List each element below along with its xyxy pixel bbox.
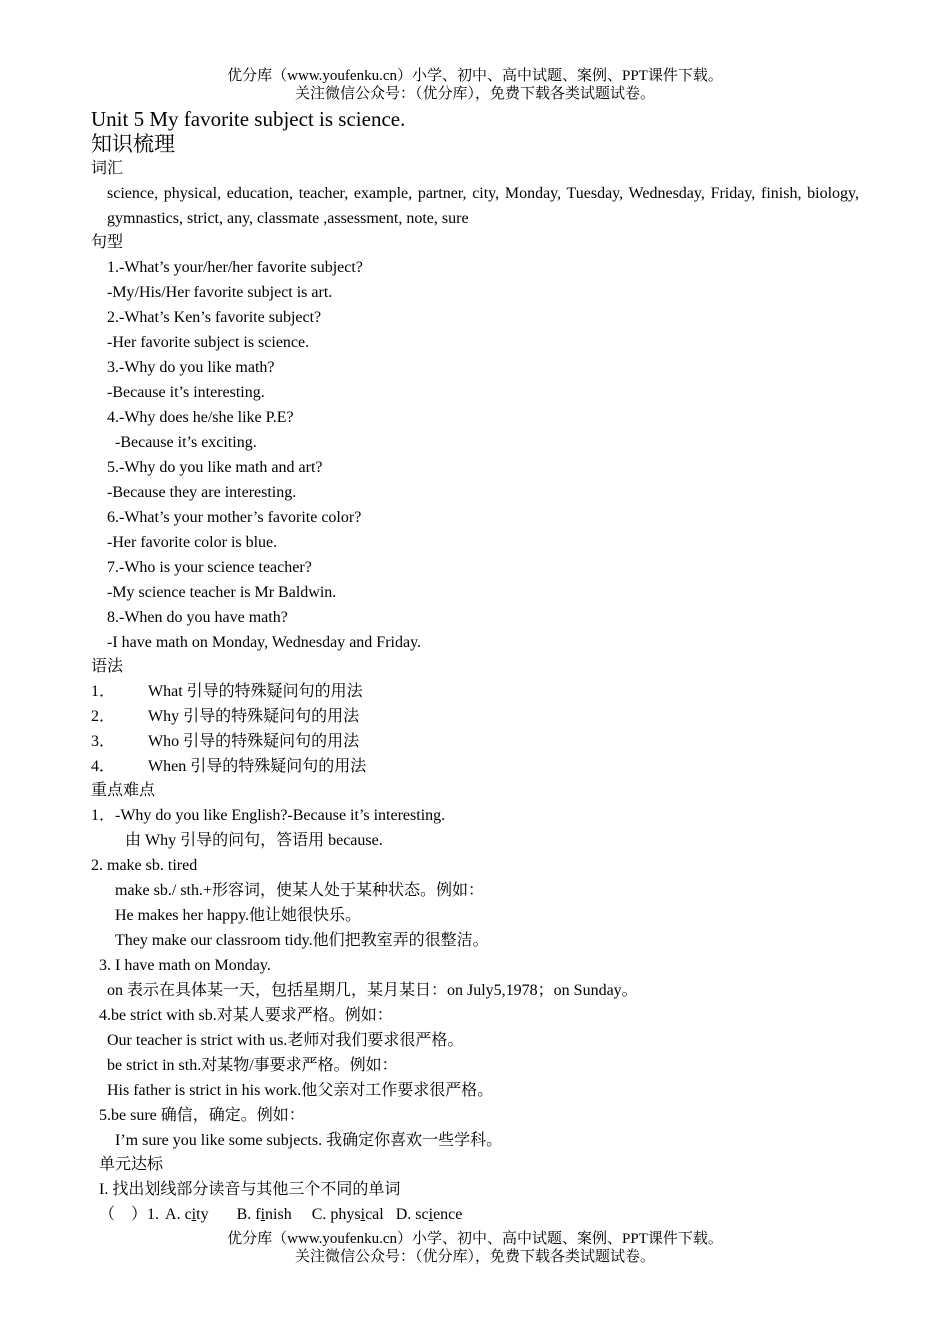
sentence-line: 5.-Why do you like math and art? [107, 459, 323, 476]
grammar-label: 语法 [91, 658, 124, 675]
grammar-item-text: When 引导的特殊疑问句的用法 [148, 758, 367, 775]
sentence-line: 7.-Who is your science teacher? [107, 559, 312, 576]
key-point-line: make sb./ sth.+形容词，使某人处于某种状态。例如： [115, 882, 485, 899]
sentence-line: 4.-Why does he/she like P.E? [107, 409, 294, 426]
sentence-line: 8.-When do you have math? [107, 609, 288, 626]
grammar-item [91, 707, 359, 727]
grammar-item [91, 732, 359, 752]
grammar-item-number: 2． [91, 708, 116, 725]
sentences-label: 句型 [91, 234, 124, 251]
grammar-item-number: 1． [91, 683, 116, 700]
sentence-line: -Because they are interesting. [107, 484, 297, 501]
grammar-item-number: 3． [91, 733, 116, 750]
header-line-1: 优分库（www.youfenku.cn）小学、初中、高中试题、案例、PPT课件下载。 [227, 68, 723, 84]
sentence-line: -Her favorite subject is science. [107, 334, 310, 351]
section-overview-heading: 知识梳理 [91, 132, 175, 156]
footer-line-1: 优分库（www.youfenku.cn）小学、初中、高中试题、案例、PPT课件下载。 [227, 1231, 723, 1247]
footer-line-2: 关注微信公众号：（优分库），免费下载各类试题试卷。 [294, 1249, 655, 1265]
sentence-line: -My/His/Her favorite subject is art. [107, 284, 333, 301]
sentence-line: -I have math on Monday, Wednesday and Friday. [107, 634, 422, 651]
answer-blank[interactable]: （ ） [99, 1206, 148, 1223]
key-point-line: 由 Why 引导的问句，答语用 because. [125, 832, 383, 849]
vocab-list: science, physical, education, teacher, example, partner, city, Monday, Tuesday, Wednesday, Friday, finish, biology, gymnastics, strict, any, classmate ,assessment, note, sure [107, 185, 859, 227]
sentence-line: 3.-Why do you like math? [107, 359, 275, 376]
sentence-line: 2.-What’s Ken’s favorite subject? [107, 309, 322, 326]
grammar-item [91, 757, 366, 777]
grammar-item-text: What 引导的特殊疑问句的用法 [148, 683, 363, 700]
unit-title: Unit 5 My favorite subject is science. [91, 107, 406, 131]
question-1 [99, 1205, 462, 1225]
sentence-line: -Because it’s exciting. [115, 434, 257, 451]
vocab-label: 词汇 [91, 160, 124, 177]
question-number: 1. [147, 1206, 160, 1223]
key-point-line: be strict in sth.对某物/事要求严格。例如： [107, 1057, 398, 1074]
grammar-item-number: 4． [91, 758, 116, 775]
sentence-line: 1.-What’s your/her/her favorite subject? [107, 259, 363, 276]
key-point-line: His father is strict in his work.他父亲对工作要求很严格。 [107, 1082, 494, 1099]
option-a[interactable]: A. city [165, 1206, 209, 1223]
exercise-label: 单元达标 [99, 1156, 164, 1173]
key-point-line: 3. I have math on Monday. [99, 957, 271, 974]
key-points-label: 重点难点 [91, 782, 156, 799]
key-point-line: 2. make sb. tired [91, 857, 198, 874]
key-point-line: Our teacher is strict with us.老师对我们要求很严格。 [107, 1032, 464, 1049]
grammar-item-text: Why 引导的特殊疑问句的用法 [148, 708, 360, 725]
sentence-line: -Because it’s interesting. [107, 384, 265, 401]
key-point-line: 1．-Why do you like English?-Because it’s interesting. [91, 807, 446, 824]
exercise-part1-title: I. 找出划线部分读音与其他三个不同的单词 [99, 1181, 401, 1198]
sentence-line: -My science teacher is Mr Baldwin. [107, 584, 337, 601]
key-point-line: I’m sure you like some subjects. 我确定你喜欢一些学科。 [115, 1132, 503, 1149]
option-b[interactable]: B. finish [236, 1206, 292, 1223]
header-line-2: 关注微信公众号：（优分库），免费下载各类试题试卷。 [294, 86, 655, 102]
key-point-line: He makes her happy.他让她很快乐。 [115, 907, 362, 924]
key-point-line: on 表示在具体某一天，包括星期几，某月某日：on July5,1978；on Sunday。 [107, 982, 638, 999]
sentence-line: 6.-What’s your mother’s favorite color? [107, 509, 362, 526]
key-point-line: They make our classroom tidy.他们把教室弄的很整洁。 [115, 932, 489, 949]
grammar-item-text: Who 引导的特殊疑问句的用法 [148, 733, 360, 750]
key-point-line: 5.be sure 确信，确定。例如： [99, 1107, 305, 1124]
sentence-line: -Her favorite color is blue. [107, 534, 278, 551]
option-d[interactable]: D. science [395, 1206, 463, 1223]
key-point-line: 4.be strict with sb.对某人要求严格。例如： [99, 1007, 393, 1024]
grammar-item [91, 682, 363, 702]
option-c[interactable]: C. physical [311, 1206, 384, 1223]
